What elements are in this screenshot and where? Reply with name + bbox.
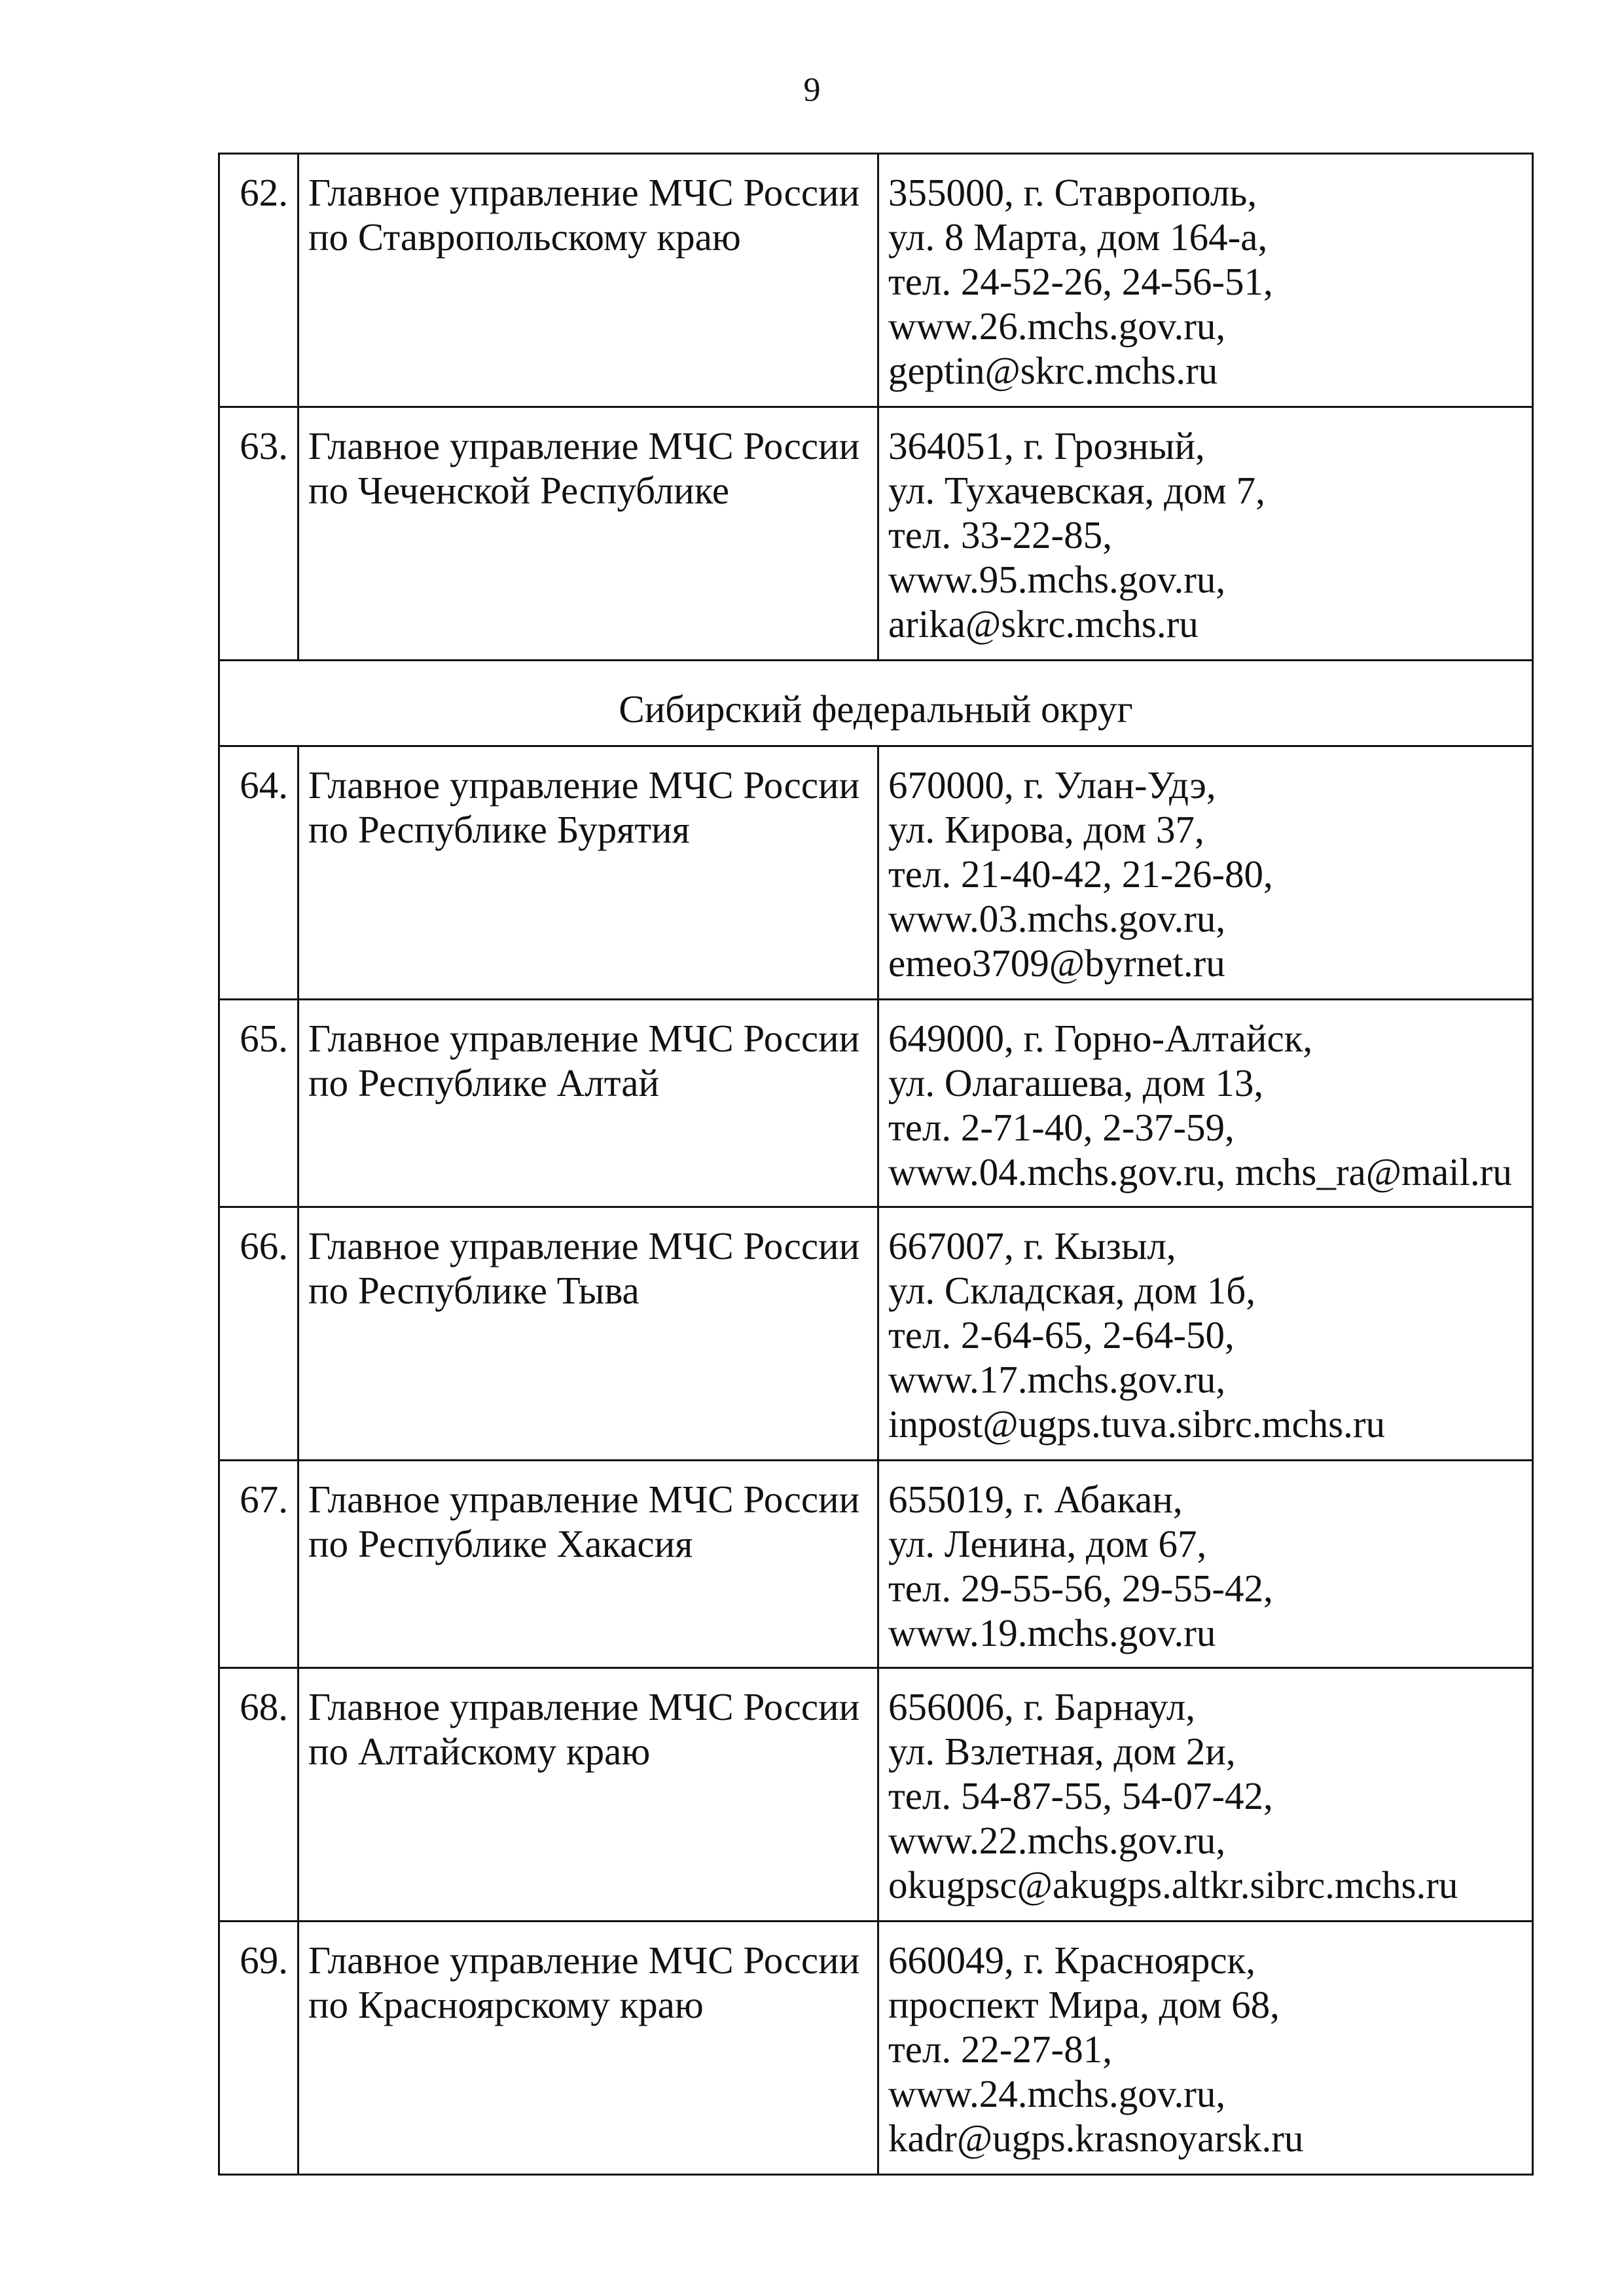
phone: тел. 33-22-85, [888, 513, 1112, 556]
table-row [219, 1000, 1533, 1207]
website: www.26.mchs.gov.ru, [888, 304, 1226, 348]
section-header-row [219, 661, 1533, 746]
postal-address: 670000, г. Улан-Удэ, [888, 763, 1216, 807]
postal-address: 655019, г. Абакан, [888, 1478, 1183, 1521]
street-address: ул. Взлетная, дом 2и, [888, 1730, 1236, 1773]
phone: тел. 29-55-56, 29-55-42, [888, 1567, 1273, 1610]
street-address: ул. Кирова, дом 37, [888, 808, 1204, 851]
postal-address: 364051, г. Грозный, [888, 424, 1205, 467]
table-row [219, 407, 1533, 661]
postal-address: 649000, г. Горно-Алтайск, [888, 1017, 1313, 1060]
office-name: Главное управление МЧС России по Алтайскому краю [298, 1668, 878, 1922]
page-number: 9 [803, 71, 821, 109]
office-name: Главное управление МЧС России по Республике Хакасия [298, 1461, 878, 1668]
website: www.24.mchs.gov.ru, [888, 2072, 1226, 2115]
table-row [219, 154, 1533, 407]
row-number: 67. [219, 1461, 298, 1668]
postal-address: 667007, г. Кызыл, [888, 1224, 1176, 1267]
row-number: 65. [219, 1000, 298, 1207]
website: www.19.mchs.gov.ru [888, 1611, 1216, 1654]
email: emeo3709@byrnet.ru [888, 941, 1225, 985]
street-address: ул. Олагашева, дом 13, [888, 1061, 1264, 1104]
table-row [219, 746, 1533, 1000]
office-name: Главное управление МЧС России по Чеченской Республике [298, 407, 878, 661]
phone: тел. 54-87-55, 54-07-42, [888, 1774, 1273, 1817]
office-name: Главное управление МЧС России по Красноярскому краю [298, 1922, 878, 2175]
postal-address: 355000, г. Ставрополь, [888, 171, 1257, 214]
email: kadr@ugps.krasnoyarsk.ru [888, 2117, 1304, 2160]
row-number: 69. [219, 1922, 298, 2175]
office-name: Главное управление МЧС России по Республике Алтай [298, 1000, 878, 1207]
row-number: 66. [219, 1207, 298, 1461]
website: www.95.mchs.gov.ru, [888, 558, 1226, 601]
office-contacts [878, 154, 1533, 407]
office-contacts [878, 1922, 1533, 2175]
table-row [219, 1922, 1533, 2175]
office-contacts [878, 1000, 1533, 1207]
office-name: Главное управление МЧС России по Республике Бурятия [298, 746, 878, 1000]
office-contacts [878, 1461, 1533, 1668]
phone: тел. 2-64-65, 2-64-50, [888, 1313, 1235, 1357]
office-contacts [878, 746, 1533, 1000]
street-address: проспект Мира, дом 68, [888, 1983, 1280, 2026]
street-address: ул. Тухачевская, дом 7, [888, 469, 1265, 512]
table-row [219, 1668, 1533, 1922]
row-number: 62. [219, 154, 298, 407]
postal-address: 660049, г. Красноярск, [888, 1939, 1255, 1982]
table-row [219, 1461, 1533, 1668]
website: www.17.mchs.gov.ru, [888, 1358, 1226, 1401]
email: arika@skrc.mchs.ru [888, 602, 1199, 646]
email: inpost@ugps.tuva.sibrc.mchs.ru [888, 1402, 1385, 1446]
phone: тел. 22-27-81, [888, 2028, 1112, 2071]
mchs-offices-table [218, 153, 1534, 2176]
website: www.22.mchs.gov.ru, [888, 1819, 1226, 1862]
row-number: 68. [219, 1668, 298, 1922]
phone: тел. 2-71-40, 2-37-59, [888, 1106, 1235, 1149]
website-email: www.04.mchs.gov.ru, mchs_ra@mail.ru [888, 1150, 1512, 1194]
table-row [219, 1207, 1533, 1461]
street-address: ул. Складская, дом 1б, [888, 1269, 1256, 1312]
office-contacts [878, 407, 1533, 661]
office-name: Главное управление МЧС России по Ставропольскому краю [298, 154, 878, 407]
office-name: Главное управление МЧС России по Республике Тыва [298, 1207, 878, 1461]
email: okugpsc@akugps.altkr.sibrc.mchs.ru [888, 1863, 1458, 1906]
street-address: ул. 8 Марта, дом 164-а, [888, 215, 1268, 259]
row-number: 63. [219, 407, 298, 661]
row-number: 64. [219, 746, 298, 1000]
phone: тел. 21-40-42, 21-26-80, [888, 852, 1273, 896]
website: www.03.mchs.gov.ru, [888, 897, 1226, 940]
section-title: Сибирский федеральный округ [219, 661, 1533, 746]
email: geptin@skrc.mchs.ru [888, 349, 1218, 392]
office-contacts [878, 1668, 1533, 1922]
postal-address: 656006, г. Барнаул, [888, 1685, 1195, 1728]
office-contacts [878, 1207, 1533, 1461]
street-address: ул. Ленина, дом 67, [888, 1522, 1207, 1565]
phone: тел. 24-52-26, 24-56-51, [888, 260, 1273, 303]
